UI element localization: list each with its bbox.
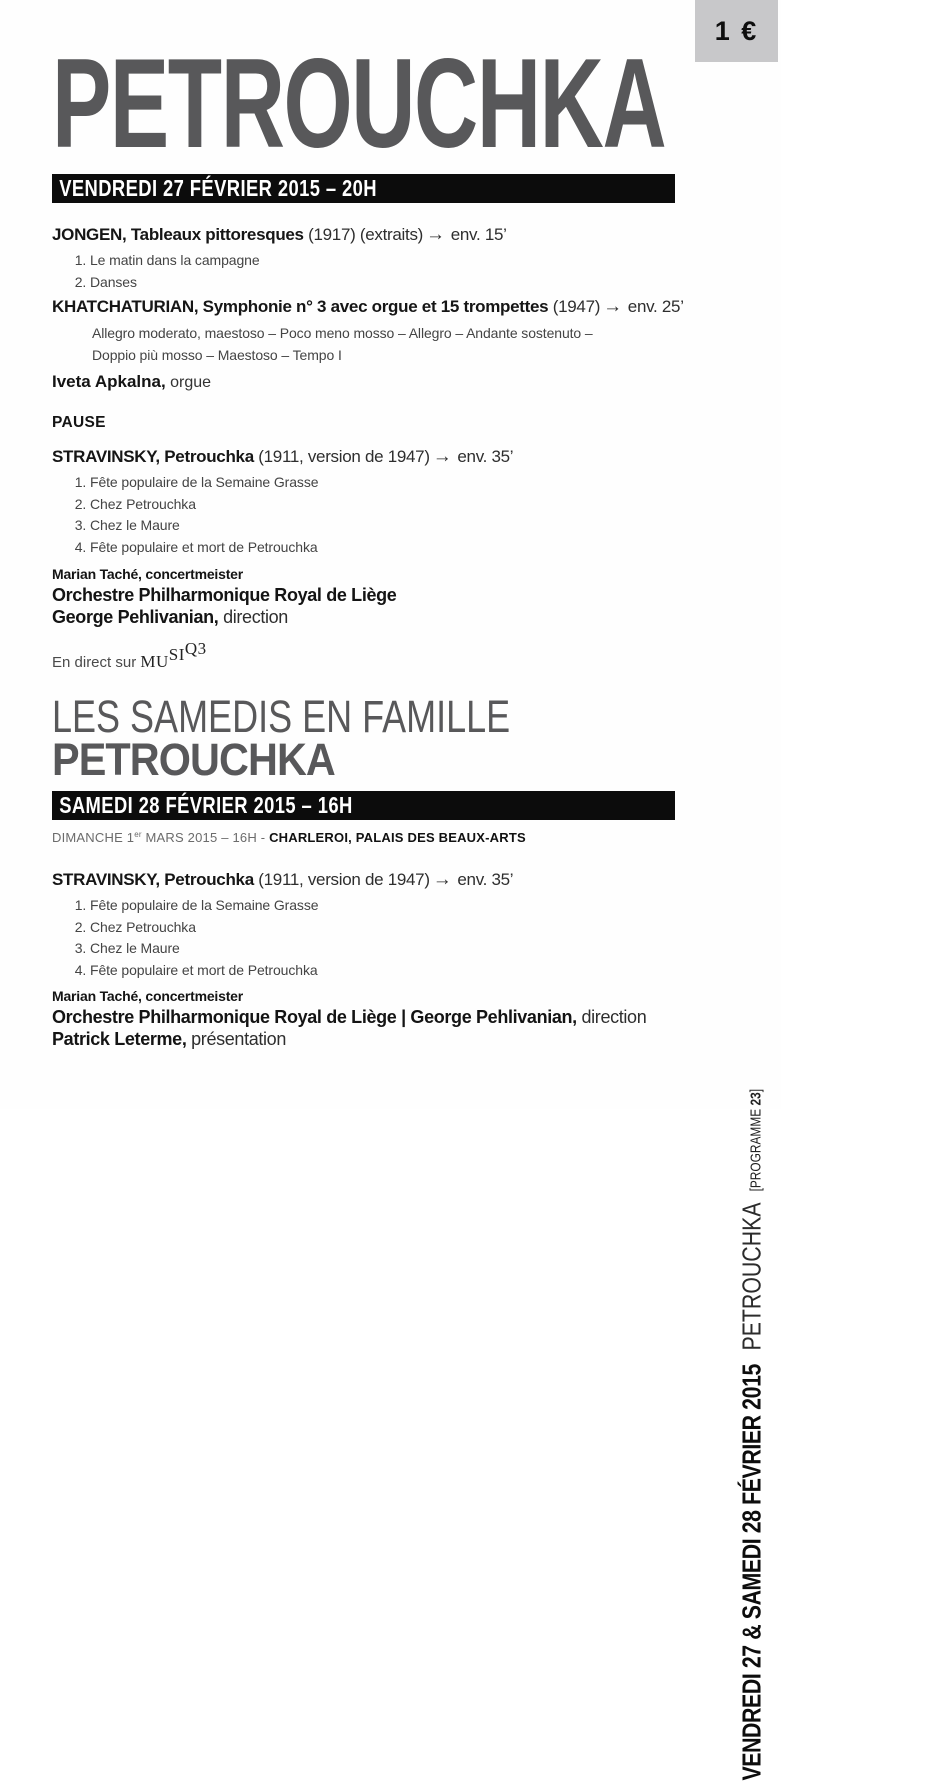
work-title-bold: KHATCHATURIAN, Symphonie n° 3 avec orgue et 15 trompettes xyxy=(52,297,549,316)
friday-credits xyxy=(52,564,712,628)
musiq3-logo: Q3 xyxy=(184,639,207,658)
work-title-bold: JONGEN, Tableaux pittoresques xyxy=(52,225,304,244)
movement-item: 2. Danses xyxy=(90,272,692,294)
concertmeister-line: Marian Taché, concertmeister xyxy=(52,988,243,1004)
ordinal-suffix: er xyxy=(134,830,142,839)
movement-item: 2. Chez Petrouchka xyxy=(90,917,692,939)
conductor-role: direction xyxy=(218,607,288,627)
programme-label-close: ] xyxy=(748,1089,764,1093)
programme-number-label xyxy=(748,1089,764,1191)
movement-line: Doppio più mosso – Maestoso – Tempo I xyxy=(92,346,342,363)
date-bar-saturday xyxy=(52,791,675,820)
price-badge: 1 € xyxy=(695,0,778,62)
presenter-role: présentation xyxy=(186,1029,287,1049)
work-title xyxy=(52,867,692,893)
pause-label: PAUSE xyxy=(52,414,106,431)
date-bar-friday-text: VENDREDI 27 FÉVRIER 2015 – 20H xyxy=(59,175,377,201)
work-duration: env. 25’ xyxy=(627,297,684,316)
work-duration: env. 35’ xyxy=(457,447,514,466)
soloist-name: Iveta Apkalna, xyxy=(52,372,166,391)
work-khatchaturian xyxy=(52,294,692,366)
work-title-bold: STRAVINSKY, Petrouchka xyxy=(52,870,254,889)
programme-label: [PROGRAMME xyxy=(748,1105,764,1192)
movement-list xyxy=(52,895,692,981)
movement-list xyxy=(52,250,692,293)
work-duration: env. 35’ xyxy=(457,870,514,889)
family-concert-title-text: PETROUCHKA xyxy=(52,734,335,785)
edge-dates: VENDREDI 27 & SAMEDI 28 FÉVRIER 2015 xyxy=(736,1364,766,1781)
alt-date-text: MARS 2015 – 16H - xyxy=(141,830,270,845)
presenter-line xyxy=(52,1028,712,1050)
programme-number: 23 xyxy=(748,1092,764,1106)
movement-item: 1. Fête populaire de la Semaine Grasse xyxy=(90,895,692,917)
work-title xyxy=(52,222,692,248)
page-title-text: PETROUCHKA xyxy=(52,32,666,174)
family-concert-title xyxy=(52,734,360,785)
date-bar-saturday-text: SAMEDI 28 FÉVRIER 2015 – 16H xyxy=(59,792,353,818)
movement-line: Allegro moderato, maestoso – Poco meno mosso – Allegro – Andante sostenuto – xyxy=(92,325,593,341)
orchestra-conductor-names: Orchestre Philharmonique Royal de Liège | George Pehlivanian, xyxy=(52,1007,577,1027)
work-title-details: (1911, version de 1947) xyxy=(253,447,430,466)
alternate-date-line xyxy=(52,830,526,845)
movement-item: 3. Chez le Maure xyxy=(90,515,692,537)
page-edge-label xyxy=(733,1089,769,1781)
work-title-details: (1911, version de 1947) xyxy=(253,870,430,889)
arrow-right-icon: → xyxy=(426,224,445,245)
movement-item: 1. Le matin dans la campagne xyxy=(90,250,692,272)
venue-name: CHARLEROI, PALAIS DES BEAUX-ARTS xyxy=(269,830,526,845)
movement-list xyxy=(52,323,692,366)
work-title-details: (1947) xyxy=(548,297,601,316)
concertmeister-line: Marian Taché, concertmeister xyxy=(52,566,243,582)
movement-item: 4. Fête populaire et mort de Petrouchka xyxy=(90,960,692,982)
movement-item: 1. Fête populaire de la Semaine Grasse xyxy=(90,472,692,494)
musiq3-logo: MU xyxy=(140,652,169,671)
saturday-credits xyxy=(52,986,712,1050)
orchestra-line xyxy=(52,584,712,606)
conductor-name: George Pehlivanian, xyxy=(52,607,219,627)
conductor-line xyxy=(52,606,712,628)
work-title xyxy=(52,294,692,320)
arrow-right-icon: → xyxy=(603,296,622,317)
broadcast-line xyxy=(52,639,207,672)
work-title xyxy=(52,444,692,470)
arrow-right-icon: → xyxy=(432,869,452,890)
broadcast-prefix: En direct sur xyxy=(52,654,141,671)
work-stravinsky-family xyxy=(52,867,692,981)
soloist-line xyxy=(52,372,211,392)
series-title-text: LES SAMEDIS EN FAMILLE xyxy=(52,691,511,742)
work-title-details: (1917) (extraits) xyxy=(303,225,424,244)
work-duration: env. 15’ xyxy=(450,225,507,244)
movement-item: 2. Chez Petrouchka xyxy=(90,494,692,516)
movement-list xyxy=(52,472,692,558)
arrow-right-icon: → xyxy=(432,446,452,467)
movement-item: 4. Fête populaire et mort de Petrouchka xyxy=(90,537,692,559)
orchestra-name: Orchestre Philharmonique Royal de Liège xyxy=(52,585,397,605)
presenter-name: Patrick Leterme, xyxy=(52,1029,187,1049)
series-title xyxy=(52,691,625,742)
work-jongen xyxy=(52,222,692,293)
alt-date-text: DIMANCHE 1 xyxy=(52,830,135,845)
work-title-bold: STRAVINSKY, Petrouchka xyxy=(52,447,254,466)
orchestra-conductor-line xyxy=(52,1006,712,1028)
date-bar-friday xyxy=(52,174,675,203)
page-title xyxy=(52,32,928,174)
work-stravinsky xyxy=(52,444,692,558)
movement-item: 3. Chez le Maure xyxy=(90,938,692,960)
soloist-role: orgue xyxy=(165,374,212,391)
conductor-role: direction xyxy=(576,1007,647,1027)
musiq3-logo: SI xyxy=(168,645,185,664)
edge-title: PETROUCHKA xyxy=(736,1202,766,1351)
